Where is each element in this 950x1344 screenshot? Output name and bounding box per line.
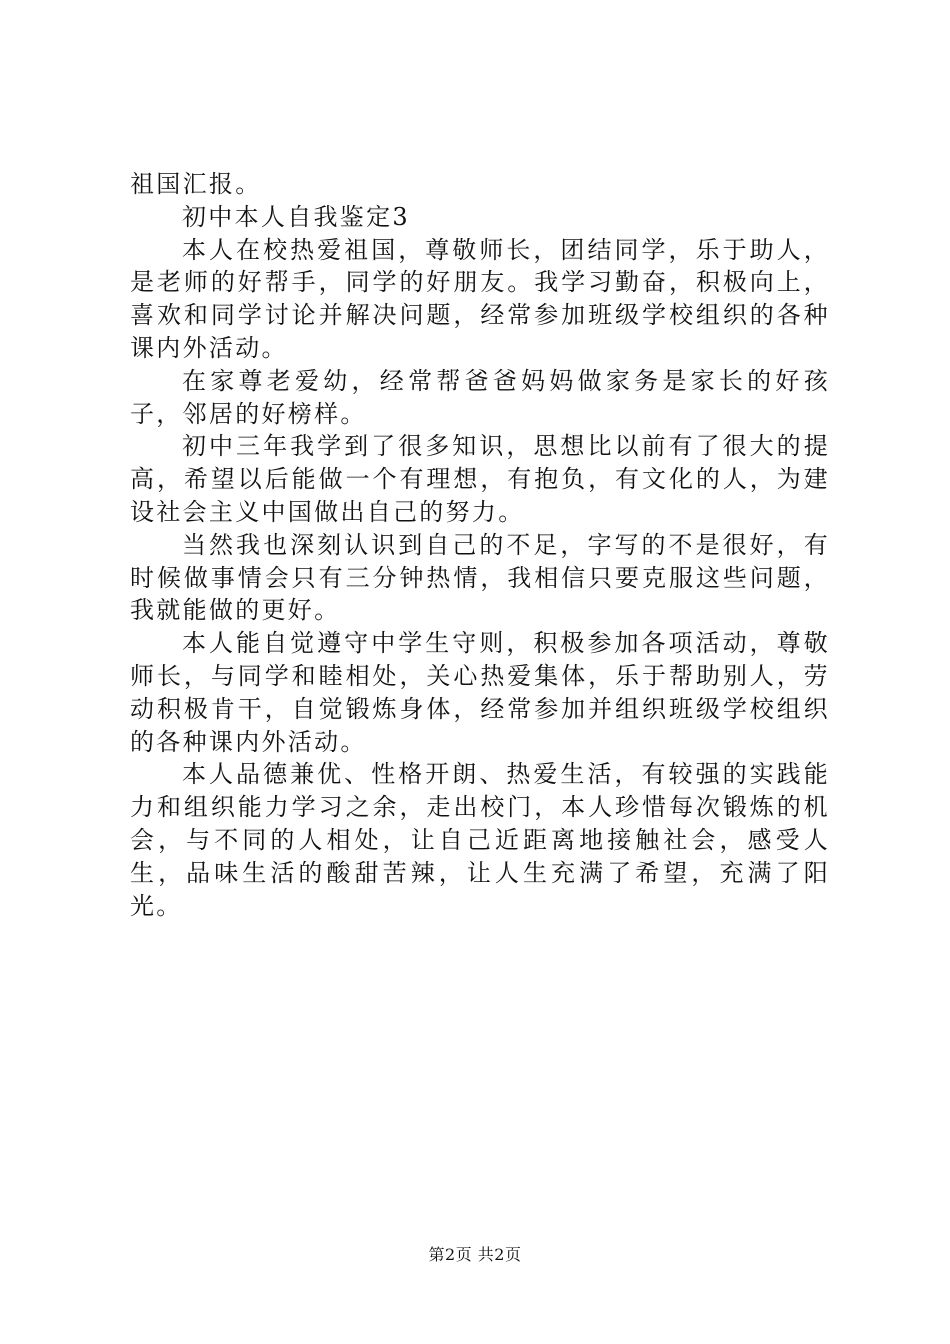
document-body [130,168,830,922]
paragraph: 当然我也深刻认识到自己的不足，字写的不是很好，有时候做事情会只有三分钟热情，我相信只要克服这些问题，我就能做的更好。 [130,530,830,625]
section-heading: 初中本人自我鉴定3 [182,202,410,231]
paragraph-continuation: 祖国汇报。 [130,170,262,198]
paragraph: 本人品德兼优、性格开朗、热爱生活，有较强的实践能力和组织能力学习之余，走出校门，本人珍惜每次锻炼的机会，与不同的人相处，让自己近距离地接触社会，感受人生，品味生活的酸甜苦辣，让人生充满了希望，充满了阳光。 [130,760,830,920]
page-footer: 第2页 共2页 [428,1245,522,1264]
paragraph: 本人在校热爱祖国，尊敬师长，团结同学，乐于助人，是老师的好帮手，同学的好朋友。我学习勤奋，积极向上，喜欢和同学讨论并解决问题，经常参加班级学校组织的各种课内外活动。 [130,235,830,362]
paragraph: 本人能自觉遵守中学生守则，积极参加各项活动，尊敬师长，与同学和睦相处，关心热爱集体，乐于帮助别人，劳动积极肯干，自觉锻炼身体，经常参加并组织班级学校组织的各种课内外活动。 [130,629,830,756]
paragraph: 初中三年我学到了很多知识，思想比以前有了很大的提高，希望以后能做一个有理想，有抱负，有文化的人，为建设社会主义中国做出自己的努力。 [130,432,830,526]
paragraph: 在家尊老爱幼，经常帮爸爸妈妈做家务是家长的好孩子，邻居的好榜样。 [130,366,830,428]
